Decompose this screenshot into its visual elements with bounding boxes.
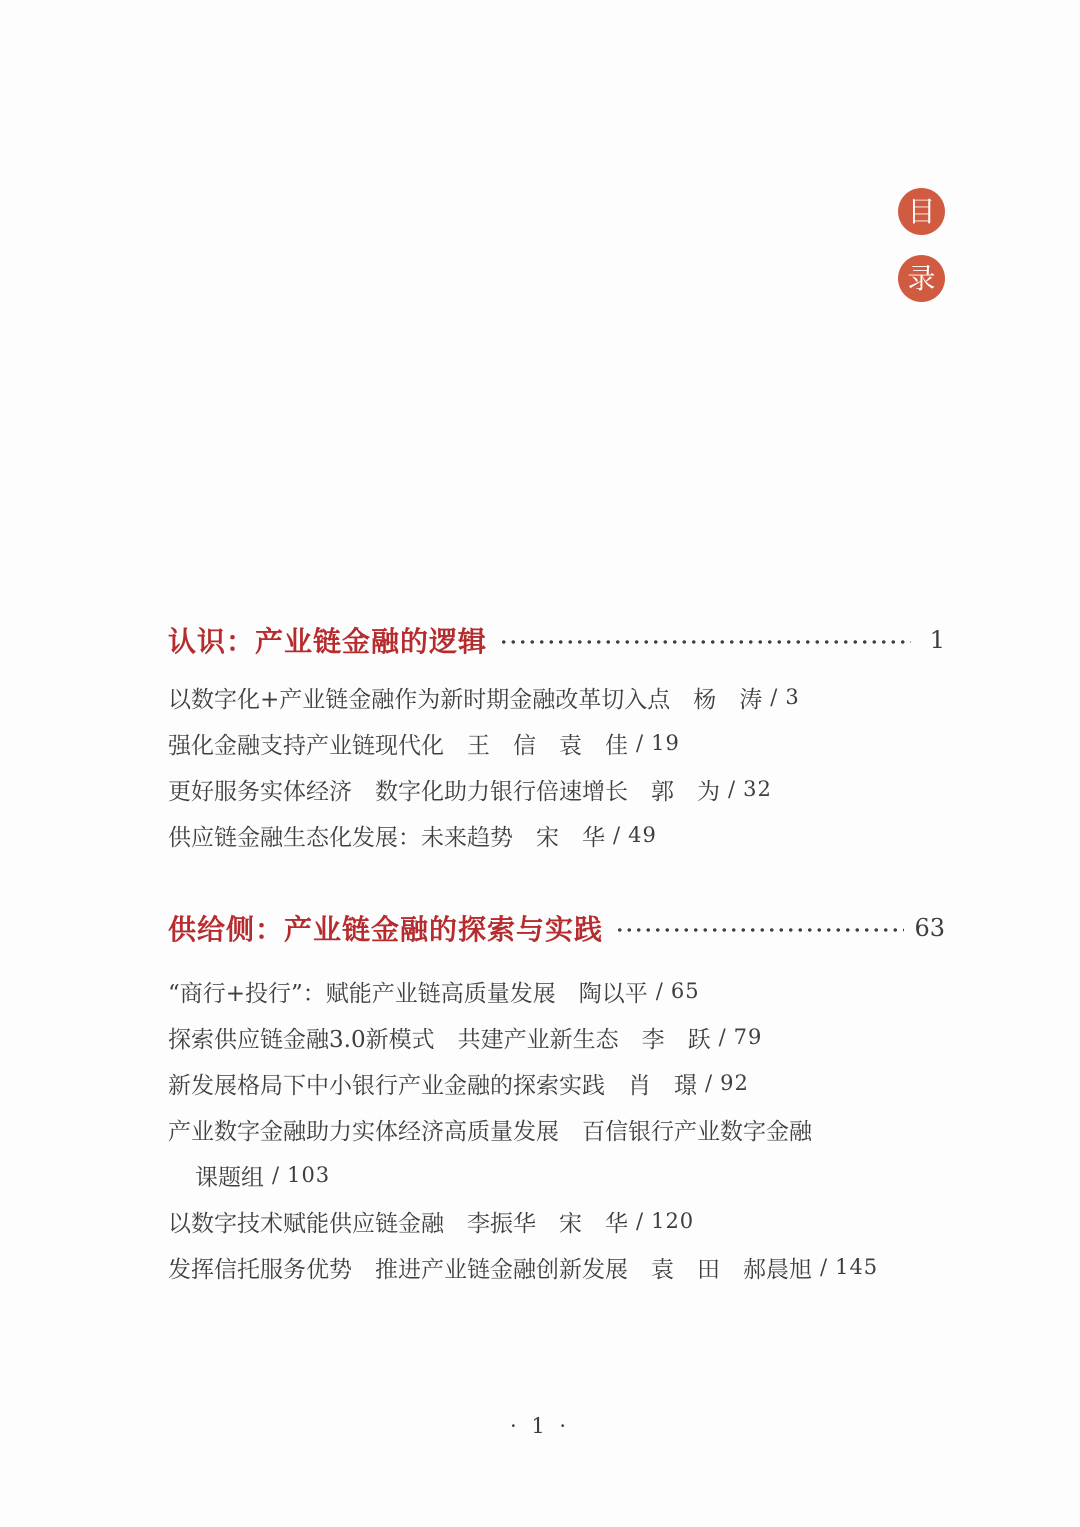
toc-title [898, 188, 945, 302]
entry-page-number: 145 [835, 1255, 879, 1279]
dotted-leader [499, 638, 911, 646]
entry-separator: / [770, 685, 778, 709]
entry-separator: / [705, 1071, 713, 1095]
entry-authors: 李振华 宋 华 [467, 1210, 628, 1237]
toc-content [168, 620, 945, 1290]
toc-entry [168, 1014, 945, 1060]
entry-title: 发挥信托服务优势 推进产业链金融创新发展 [168, 1256, 628, 1283]
entry-separator: / [820, 1255, 828, 1279]
entry-separator: / [655, 979, 663, 1003]
toc-section-1 [168, 620, 945, 858]
toc-entry [168, 968, 945, 1014]
entry-separator: / [636, 731, 644, 755]
entry-title: “商行+投行”：赋能产业链高质量发展 [168, 980, 556, 1007]
entry-authors: 宋 华 [536, 824, 605, 851]
section-heading [168, 908, 945, 948]
toc-entry [168, 812, 945, 858]
entry-authors: 王 信 袁 佳 [467, 732, 628, 759]
entry-authors: 袁 田 郝晨旭 [651, 1256, 812, 1283]
toc-entry [168, 1060, 945, 1106]
section-page-number: 1 [929, 626, 945, 654]
section-heading [168, 620, 945, 660]
entry-authors: 课题组 [195, 1164, 264, 1191]
entry-title: 强化金融支持产业链现代化 [168, 732, 444, 759]
entry-title: 以数字技术赋能供应链金融 [168, 1210, 444, 1237]
page-number-footer: · 1 · [509, 1414, 571, 1438]
entry-title: 供应链金融生态化发展：未来趋势 [168, 824, 513, 851]
entry-separator: / [718, 1025, 726, 1049]
toc-entry [168, 1106, 945, 1152]
toc-badge-char-2: 录 [907, 261, 936, 295]
section-entries [168, 674, 945, 858]
entry-page-number: 49 [628, 823, 657, 847]
entry-title: 新发展格局下中小银行产业金融的探索实践 [168, 1072, 605, 1099]
entry-page-number: 19 [651, 731, 680, 755]
toc-entry [168, 766, 945, 812]
entry-separator: / [272, 1163, 280, 1187]
entry-authors: 肖 璟 [628, 1072, 697, 1099]
section-page-number: 63 [914, 914, 945, 942]
entry-page-number: 92 [720, 1071, 749, 1095]
toc-entry [168, 720, 945, 766]
entry-authors: 郭 为 [651, 778, 720, 805]
toc-badge-char-1: 目 [907, 194, 936, 228]
dotted-leader [615, 926, 904, 934]
entry-page-number: 32 [743, 777, 772, 801]
entry-page-number: 79 [733, 1025, 763, 1049]
section-title: 认识：产业链金融的逻辑 [168, 625, 488, 658]
entry-title: 更好服务实体经济 数字化助力银行倍速增长 [168, 778, 628, 805]
section-title: 供给侧：产业链金融的探索与实践 [168, 913, 604, 946]
entry-title: 探索供应链金融3.0新模式 共建产业新生态 [168, 1026, 619, 1053]
entry-separator: / [728, 777, 736, 801]
toc-entry [168, 674, 945, 720]
entry-separator: / [636, 1209, 644, 1233]
toc-entry [168, 1244, 945, 1290]
entry-authors: 陶以平 [578, 980, 648, 1007]
entry-authors: 杨 涛 [693, 686, 763, 713]
entry-page-number: 103 [287, 1163, 331, 1187]
entry-title: 以数字化+产业链金融作为新时期金融改革切入点 [168, 686, 671, 713]
entry-page-number: 3 [785, 685, 800, 709]
entry-authors: 李 跃 [641, 1026, 711, 1053]
toc-entry [168, 1198, 945, 1244]
entry-separator: / [613, 823, 621, 847]
toc-entry-continuation [168, 1152, 945, 1198]
entry-page-number: 120 [651, 1209, 695, 1233]
toc-section-2 [168, 908, 945, 1290]
toc-badge-circle-2 [898, 255, 945, 302]
entry-authors: 百信银行产业数字金融 [582, 1118, 812, 1145]
section-entries [168, 968, 945, 1290]
entry-page-number: 65 [670, 979, 700, 1003]
toc-badge-circle-1 [898, 188, 945, 235]
entry-title: 产业数字金融助力实体经济高质量发展 [168, 1118, 559, 1145]
